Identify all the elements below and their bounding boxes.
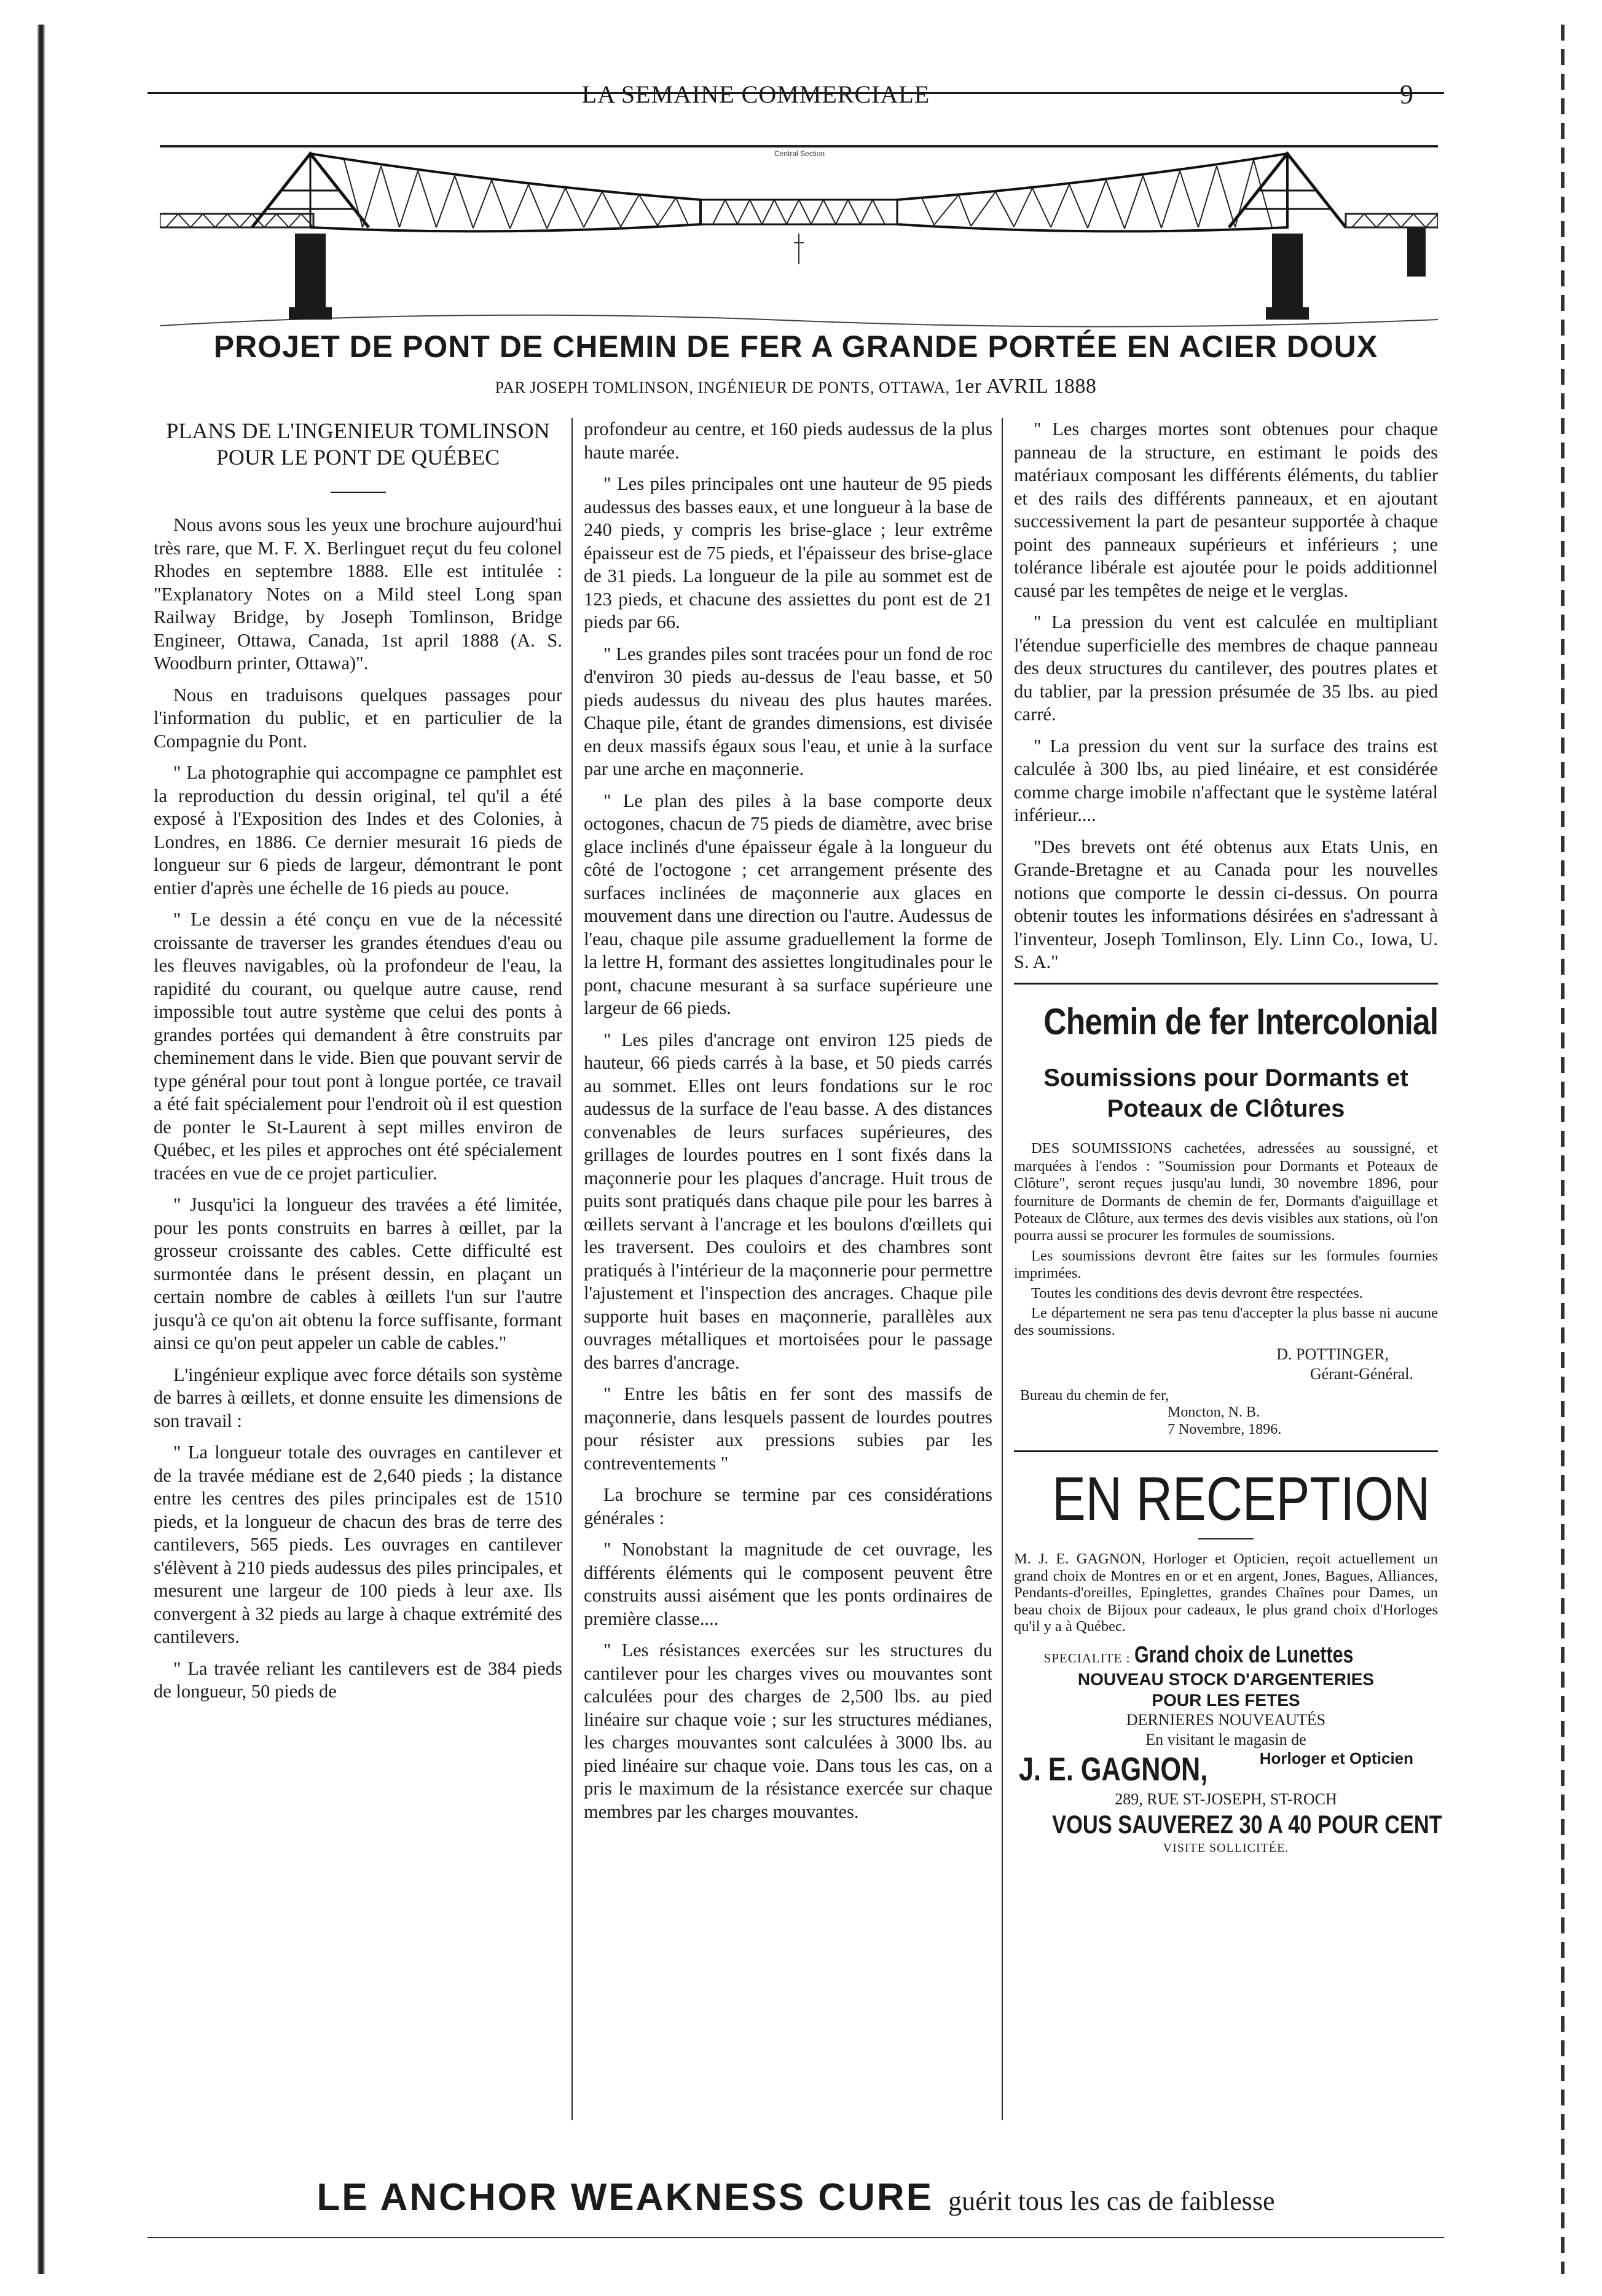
ad-tagline: guérit tous les cas de faiblesse — [948, 2186, 1275, 2216]
ad-divider — [1198, 1538, 1254, 1539]
ad-intercolonial — [1014, 999, 1438, 1439]
paragraph: " Le plan des piles à la base comporte deux octogones, chacun de 75 pieds de diamètre, avec brise glace inclinés d'une épaisseur égale à la longueur du côté de l'octogone ; cet arrangement présente des surfaces inclinées de maçonnerie aux glaces en mouvement dans une direction ou l'autre. Audessus de l'eau, chaque pile assume graduellement la forme de la lettre H, formant des assiettes longitudinales pour le pont, chacune mesurant à sa surface supérieure une largeur de 66 pieds. — [584, 790, 992, 1018]
paragraph: " La travée reliant les cantilevers est de 384 pieds de longueur, 50 pieds de — [154, 1657, 562, 1702]
header-rule — [147, 92, 1444, 94]
ad-savings: VOUS SAUVEREZ 30 A 40 POUR CENT — [1052, 1810, 1442, 1839]
section-title: PLANS DE L'INGENIEUR TOMLINSON POUR LE PONT DE QUÉBEC — [166, 419, 550, 470]
ad-paragraph: Le département ne sera pas tenu d'accepter la plus basse ni aucune des soumissions. — [1014, 1304, 1438, 1339]
paragraph: " Les résistances exercées sur les structures du cantilever pour les charges vives ou mouvantes sont calculées pour des charges de 2,500 lbs. au pied linéaire sur chaque voie ; sur les structures médianes, les charges mouvantes sont calculées à 3000 lbs. au pied linéaire sur chaque voie. Dans tous les cas, on a pris le maximum de la résistance exercée sur chaque membres par les charges mouvantes. — [584, 1640, 992, 1822]
merchant-name: J. E. GAGNON, — [1019, 1750, 1208, 1788]
paragraph: " Les grandes piles sont tracées pour un fond de roc d'environ 30 pieds au-dessus de l'eau basse, et 50 pieds audessus du niveau des plus hautes marées. Chaque pile, étant de grandes dimensions, est divisée en deux massifs égaux sous l'eau, et unie à la surface par une arche en maçonnerie. — [584, 643, 992, 779]
paragraph: " Les charges mortes sont obtenues pour chaque panneau de la structure, en estimant le poids des matériaux composant les différents éléments, du tablier et des rails des différents panneaux, et en ajoutant successivement la part de pesanteur supportée à chaque point des panneaux supérieurs et inférieurs ; une tolérance libérale est ajoutée pour le poids additionnel causé par les tempêtes de neige et le verglas. — [1014, 419, 1438, 601]
newspaper-title: LA SEMAINE COMMERCIALE — [581, 81, 930, 108]
central-span-caption: Central Section — [774, 149, 825, 158]
ad-body: M. J. E. GAGNON, Horloger et Opticien, reçoit actuellement un grand choix de Montres en or et en argent, Jones, Bagues, Alliances, Pendants-d'oreilles, Epinglettes, grandes Chaînes pour Dames, un beau choix de Bijoux pour cadeaux, le plus grand choix d'Horloges qu'il y a à Québec. — [1014, 1551, 1438, 1635]
ad-brand: LE ANCHOR WEAKNESS CURE — [316, 2176, 934, 2219]
paragraph: " Jusqu'ici la longueur des travées a été limitée, pour les ponts construits en barres à œillet, par la grosseur croissante des cables. Cette difficulté est surmontée dans le présent dessin, en plaçant un certain nombre de cables à œillets l'un sur l'autre jusqu'à ce qu'on ait obtenu la force suffisante, formant ainsi ce qu'on peut appeler un cable de cables." — [154, 1194, 562, 1354]
bureau-line: Moncton, N. B. — [1168, 1404, 1260, 1421]
paragraph: " La pression du vent est calculée en multipliant l'étendue superficielle des membres de chaque panneau des deux structures du cantilever, des poutres plates et du tablier, par la pression présumée de 35 lbs. au pied carré. — [1014, 611, 1438, 725]
signature-name: D. POTTINGER, — [1276, 1345, 1389, 1363]
paragraph: Nous avons sous les yeux une brochure aujourd'hui très rare, que M. F. X. Berlinguet reçut du feu colonel Rhodes en septembre 1888. Elle est intitulée : "Explanatory Notes on a Mild steel Long span Railway Bridge, by Joseph Tomlinson, Bridge Engineer, Ottawa, Canada, 1st april 1888 (A. S. Woodburn printer, Ottawa)". — [154, 514, 562, 674]
ad-body — [1014, 1140, 1438, 1339]
ad-divider — [1014, 983, 1438, 985]
ad-paragraph: Toutes les conditions des devis devront être respectées. — [1031, 1284, 1363, 1302]
column-rule — [1002, 418, 1003, 2120]
ad-paragraph: DES SOUMISSIONS cachetées, adressées au soussigné, et marquées à l'endos : "Soumission pour Dormants et Poteaux de Clôture", seront reçues jusqu'au lundi, 30 novembre 1896, pour fourniture de Dormants de chemin de fer, Dormants d'aiguillage et Poteaux de Clôture, aux termes des devis visibles aux stations, où l'on pourra aussi se procurer les formules de soumissions. — [1014, 1140, 1438, 1244]
specialty-label: SPECIALITE : — [1043, 1650, 1131, 1665]
ad-subtitle: Soumissions pour Dormants et Poteaux de Clôtures — [1043, 1064, 1408, 1123]
merchant-role: Horloger — [1259, 1748, 1327, 1767]
ad-divider — [1014, 1450, 1438, 1452]
ad-visit-requested: VISITE SOLLICITÉE. — [1163, 1841, 1289, 1855]
paragraph: L'ingénieur explique avec force détails son système de barres à œillets, et donne ensuite les dimensions de son travail : — [154, 1364, 562, 1431]
ad-title: Chemin de fer Intercolonial — [1043, 1001, 1439, 1042]
bureau-line: 7 Novembre, 1896. — [1168, 1421, 1282, 1437]
article-column-3 — [1014, 418, 1442, 1855]
ad-bureau — [1014, 1388, 1438, 1439]
paragraph: " Entre les bâtis en fer sont des massifs de maçonnerie, dans lesquels passent de lourdes poutres pour résister aux pressions subies par les contreventements " — [584, 1383, 992, 1474]
paragraph: " La pression du vent sur la surface des trains est calculée à 300 lbs, au pied linéaire, et est considérée comme charge imobile n'affectant que le système latéral inférieur.... — [1014, 735, 1438, 825]
ad-address: 289, RUE ST-JOSEPH, ST-ROCH — [1115, 1790, 1337, 1809]
footer-rule — [147, 2237, 1444, 2238]
bottom-advertisement — [147, 2176, 1444, 2219]
paragraph: " La photographie qui accompagne ce pamphlet est la reproduction du dessin original, tel qu'il a été exposé à l'Exposition des Indes et des Colonies, à Londres, en 1886. Ce dernier mesurait 16 pieds de longueur sur 6 pieds de largeur, démontrant le pont entier d'après une échelle de 16 pieds au pouce. — [154, 762, 562, 898]
ad-title: EN RECEPTION — [1052, 1464, 1431, 1534]
ad-reception — [1014, 1464, 1442, 1855]
byline-author: PAR JOSEPH TOMLINSON, INGÉNIEUR DE PONTS, OTTAWA, — [495, 379, 950, 396]
ad-specialty — [1014, 1641, 1438, 1670]
signature-role: Gérant-Général. — [1309, 1364, 1413, 1383]
paragraph: Nous en traduisons quelques passages pour l'information du public, et en particulier de la Compagnie du Pont. — [154, 684, 562, 752]
ad-signature — [1014, 1345, 1413, 1384]
paragraph: " Nonobstant la magnitude de cet ouvrage, les différents éléments qui le composent peuvent être construits aussi aisément que les ponts ordinaires de première classe.... — [584, 1539, 992, 1629]
paragraph: " Les piles d'ancrage ont environ 125 pieds de hauteur, 66 pieds carrés à la base, et 50 pieds carrés au sommet. Elles ont leurs fondations sur le roc audessus de la surface de l'eau basse. A des distances convenables de leurs surfaces supérieures, des grillages de lourdes poutres en I sont fixés dans la maçonnerie pour les plaques d'ancrage. Huit trous de puits sont pratiqués dans chaque pile pour les barres à œillets servant à l'ancrage et les boulons d'œillets qui les traversent. Des couloirs et des chambres sont pratiqués à l'intérieur de la maçonnerie pour permettre l'ajustement et l'inspection des ancrages. Chaque pile supporte huit bases en maçonnerie, parallèles aux ouvrages métalliques et mortoisées pour le passage des barres d'ancrage. — [584, 1029, 992, 1373]
page-binding-edge — [37, 25, 45, 2274]
page-number: 9 — [1400, 79, 1413, 109]
ad-paragraph: Les soumissions devront être faites sur les formules fournies imprimées. — [1014, 1247, 1438, 1282]
byline-date: 1er AVRIL 1888 — [954, 375, 1097, 398]
page-right-edge — [1561, 25, 1565, 2274]
specialty-value: Grand choix de Lunettes — [1134, 1641, 1354, 1668]
ad-stock: NOUVEAU STOCK D'ARGENTERIES — [1077, 1670, 1375, 1689]
ad-fetes: POUR LES FETES — [1152, 1690, 1300, 1710]
article-byline — [147, 375, 1444, 398]
article-column-1 — [154, 418, 562, 1712]
paragraph: profondeur au centre, et 160 pieds audessus de la plus haute marée. — [584, 419, 992, 463]
article-headline: PROJET DE PONT DE CHEMIN DE FER A GRANDE PORTÉE EN ACIER DOUX — [213, 329, 1378, 364]
ad-novelties: DERNIERES NOUVEAUTÉS — [1126, 1711, 1326, 1729]
bureau-line: Bureau du chemin de fer, — [1020, 1387, 1169, 1404]
paragraph: "Des brevets ont été obtenus aux Etats Unis, en Grande-Bretagne et au Canada pour les nouvelles notions que comporte le dessin ci-dessus. On pourra obtenir toutes les informations désirées en s'adressant à l'inventeur, Joseph Tomlinson, Ely. Linn Co., Iowa, U. S. A." — [1014, 836, 1438, 972]
paragraph: " Le dessin a été conçu en vue de la nécessité croissante de traverser les grandes étendues d'eau ou les fleuves navigables, où la profondeur de l'eau, la rapidité du courant, ou quelque autre cause, rend impossible tout autre système que celui des ponts à grandes portées qui demandent à être construits par cheminement dans le vide. Bien que pouvant servir de type général pour tout pont à longue portée, ce travail a été fait spécialement pour l'endroit où il est question de ponter le St-Laurent à sept milles environ de Québec, et les piles et approches ont été spécialement tracées en vue de ce projet particulier. — [154, 909, 562, 1184]
paragraph: " La longueur totale des ouvrages en cantilever et de la travée médiane est de 2,640 pieds ; la distance entre les centres des piles principales est de 1510 pieds, et la longueur de chacun des bras de terre des cantilevers, 565 pieds. Les ouvrages en cantilever s'élèvent à 210 pieds audessus des piles principales, et mesurent une largeur de 100 pieds à leur axe. Ils convergent à 32 pieds au large à chaque extrémité des cantilevers. — [154, 1442, 562, 1648]
column-rule — [571, 418, 573, 2120]
section-divider — [331, 492, 386, 493]
article-column-2 — [584, 418, 992, 1832]
bridge-illustration — [160, 141, 1438, 344]
paragraph: " Les piles principales ont une hauteur de 95 pieds audessus des basses eaux, et une longueur à la base de 240 pieds, y compris les brise-glace ; leur extrême épaisseur est de 75 pieds, et l'épaisseur des brise-glace de 31 pieds. La longueur de la pile au sommet est de 123 pieds, et chacune des assiettes du pont est de 21 pieds par 66. — [584, 473, 992, 632]
paragraph: La brochure se termine par ces considérations générales : — [584, 1484, 992, 1528]
merchant-role: et Opticien — [1330, 1748, 1414, 1767]
ad-visit: En visitant le magasin de — [1145, 1730, 1306, 1748]
ad-merchant — [1014, 1749, 1438, 1790]
